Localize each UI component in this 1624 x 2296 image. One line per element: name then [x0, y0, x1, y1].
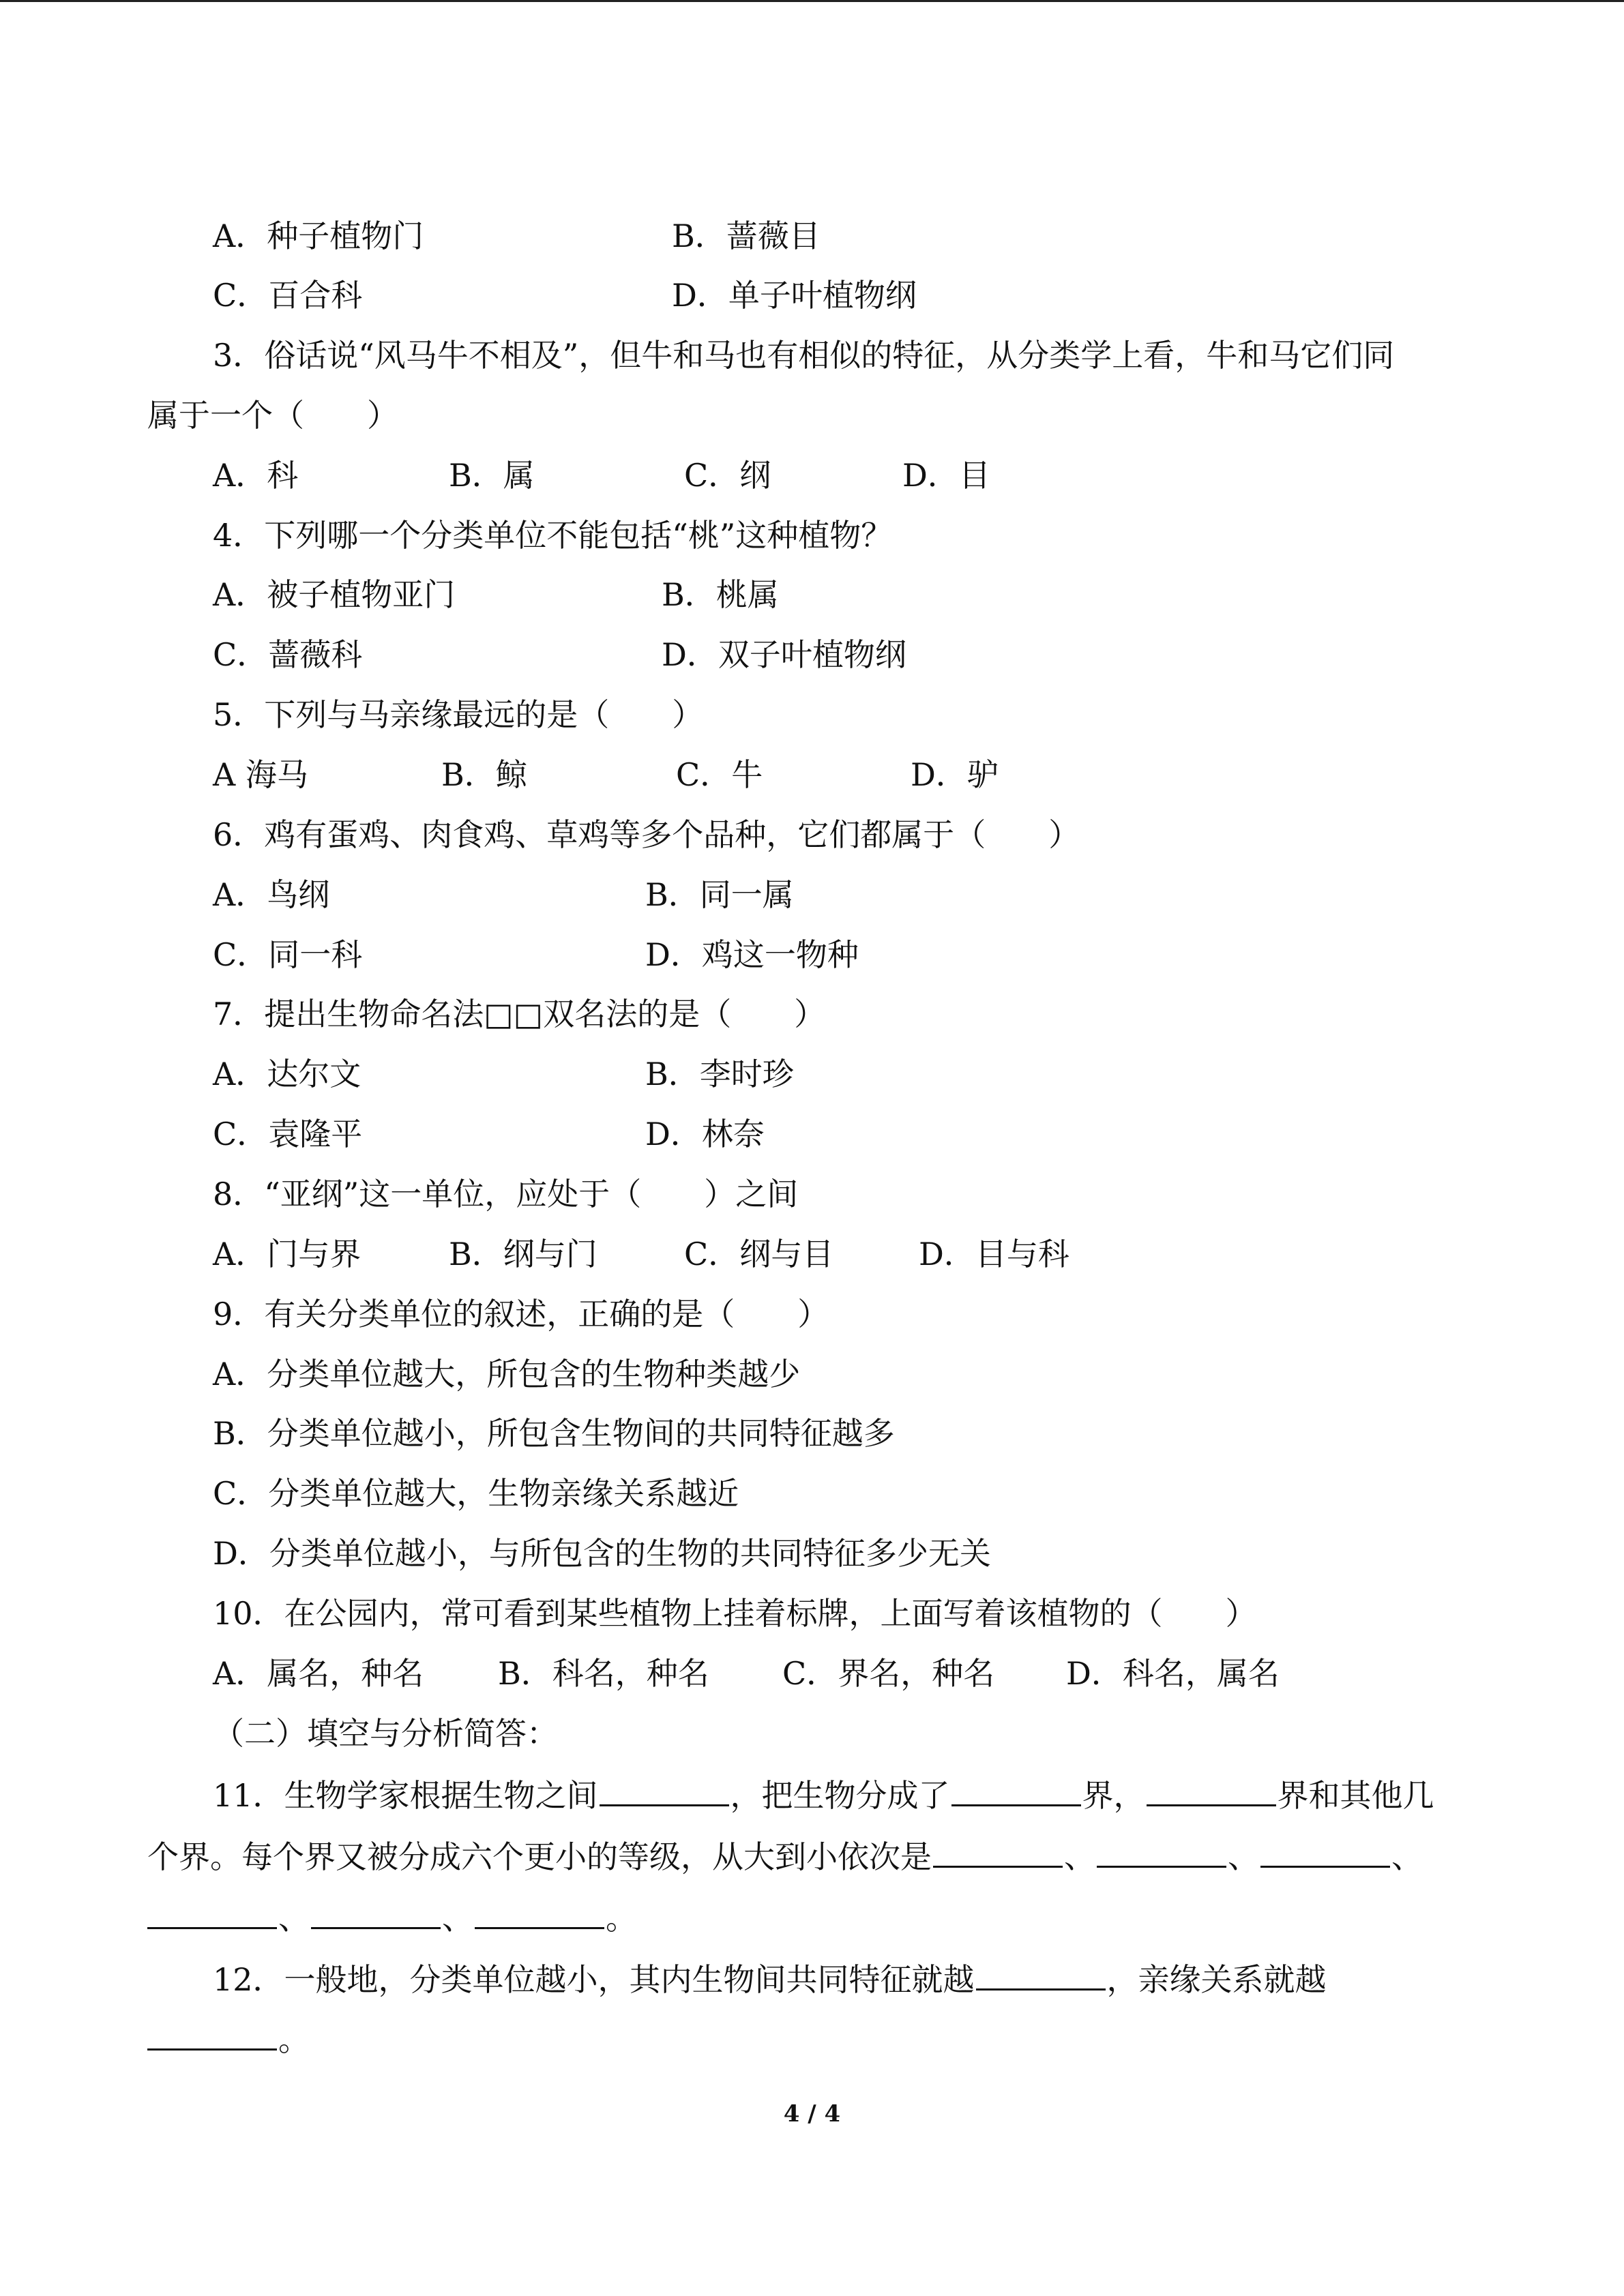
- q6-option-c: C．同一科: [213, 936, 363, 973]
- q4-stem: 4．下列哪一个分类单位不能包括“桃”这种植物？: [213, 517, 893, 554]
- q11-text-2: ，把生物分成了: [730, 1777, 950, 1814]
- q4-option-d: D．双子叶植物纲: [662, 636, 906, 673]
- q11-text-3: 界，: [1082, 1777, 1145, 1814]
- q5-option-c: C．牛: [676, 756, 763, 793]
- answer-blank[interactable]: [1260, 1836, 1390, 1868]
- q9-option-a: A．分类单位越大，所包含的生物种类越少: [213, 1356, 801, 1392]
- q6-option-b: B．同一属: [645, 876, 794, 913]
- q5-option-d: D．驴: [911, 756, 999, 793]
- answer-blank[interactable]: [933, 1836, 1063, 1868]
- q9-option-b: B．分类单位越小，所包含生物间的共同特征越多: [213, 1415, 895, 1452]
- q3-option-a: A．科: [213, 457, 299, 494]
- q3-option-d: D．目: [902, 457, 990, 494]
- q6-stem: 6．鸡有蛋鸡、肉食鸡、草鸡等多个品种，它们都属于（ ）: [213, 816, 1080, 853]
- q10-option-d: D．科名，属名: [1066, 1655, 1280, 1692]
- answer-blank[interactable]: [311, 1897, 441, 1929]
- q11-line2: [147, 1836, 1423, 1877]
- q7-option-c: C．袁隆平: [213, 1116, 363, 1152]
- q11-text-1: 11．生物学家根据生物之间: [213, 1777, 598, 1814]
- separator: 、: [1064, 1838, 1095, 1875]
- q10-stem: 10．在公园内，常可看到某些植物上挂着标牌，上面写着该植物的（ ）: [213, 1595, 1257, 1632]
- q3-option-b: B．属: [449, 457, 535, 494]
- q7-option-a: A．达尔文: [213, 1056, 361, 1092]
- page-number: 4 / 4: [783, 2100, 841, 2128]
- q11-line1: [213, 1774, 1434, 1816]
- q10-option-a: A．属名，种名: [213, 1655, 424, 1692]
- q3-option-c: C．纲: [684, 457, 771, 494]
- q5-option-a: A 海马: [213, 756, 308, 793]
- q10-option-c: C．界名，种名: [782, 1655, 995, 1692]
- answer-blank[interactable]: [951, 1774, 1081, 1806]
- q12-line2: [147, 2018, 310, 2060]
- answer-blank[interactable]: [475, 1897, 604, 1929]
- q9-stem: 9．有关分类单位的叙述，正确的是（ ）: [213, 1296, 829, 1332]
- q11-text-4: 界和其他几: [1277, 1777, 1434, 1814]
- q8-option-d: D．目与科: [919, 1236, 1069, 1272]
- q2-option-c: C．百合科: [213, 277, 363, 314]
- q4-option-c: C．蔷薇科: [213, 636, 363, 673]
- q7-option-d: D．林奈: [645, 1116, 765, 1152]
- q4-option-a: A．被子植物亚门: [213, 576, 456, 613]
- q10-option-b: B．科名，种名: [498, 1655, 709, 1692]
- q6-option-a: A．鸟纲: [213, 876, 330, 913]
- q12-text-2: ，亲缘关系就越: [1106, 1961, 1327, 1998]
- q2-option-a: A．种子植物门: [213, 218, 424, 254]
- q5-stem: 5．下列与马亲缘最远的是（ ）: [213, 696, 704, 733]
- q8-stem: 8．“亚纲”这一单位，应处于（ ）之间: [213, 1176, 799, 1212]
- section-2-title: （二）填空与分析简答：: [213, 1715, 558, 1752]
- period: 。: [278, 2021, 310, 2058]
- answer-blank[interactable]: [1147, 1774, 1276, 1806]
- q7-option-b: B．李时珍: [645, 1056, 794, 1092]
- q3-stem-line2: 属于一个（ ）: [147, 397, 398, 434]
- q9-option-d: D．分类单位越小，与所包含的生物的共同特征多少无关: [213, 1535, 991, 1572]
- q8-option-c: C．纲与目: [684, 1236, 834, 1272]
- q6-option-d: D．鸡这一物种: [645, 936, 859, 973]
- answer-blank[interactable]: [976, 1958, 1106, 1991]
- q4-option-b: B．桃属: [662, 576, 779, 613]
- top-border: [0, 0, 1624, 2]
- separator: 、: [278, 1900, 310, 1937]
- q3-stem-line1: 3．俗话说“风马牛不相及”，但牛和马也有相似的特征，从分类学上看，牛和马它们同: [213, 337, 1395, 374]
- q12-line1: [213, 1958, 1327, 2000]
- separator: 、: [1391, 1838, 1423, 1875]
- q2-option-b: B．蔷薇目: [672, 218, 821, 254]
- answer-blank[interactable]: [600, 1774, 729, 1806]
- q5-option-b: B．鲸: [441, 756, 527, 793]
- q12-text-1: 12．一般地，分类单位越小，其内生物间共同特征就越: [213, 1961, 975, 1998]
- q8-option-b: B．纲与门: [449, 1236, 597, 1272]
- q7-stem: 7．提出生物命名法□□双名法的是（ ）: [213, 996, 826, 1032]
- q11-text-5: 个界。每个界又被分成六个更小的等级，从大到小依次是: [147, 1838, 932, 1875]
- q2-option-d: D．单子叶植物纲: [672, 277, 917, 314]
- separator: 、: [1228, 1838, 1259, 1875]
- q11-line3: [147, 1897, 637, 1939]
- answer-blank[interactable]: [147, 1897, 277, 1929]
- period: 。: [606, 1900, 637, 1937]
- q9-option-c: C．分类单位越大，生物亲缘关系越近: [213, 1475, 739, 1512]
- separator: 、: [442, 1900, 473, 1937]
- q8-option-a: A．门与界: [213, 1236, 361, 1272]
- answer-blank[interactable]: [1097, 1836, 1226, 1868]
- answer-blank[interactable]: [147, 2018, 277, 2051]
